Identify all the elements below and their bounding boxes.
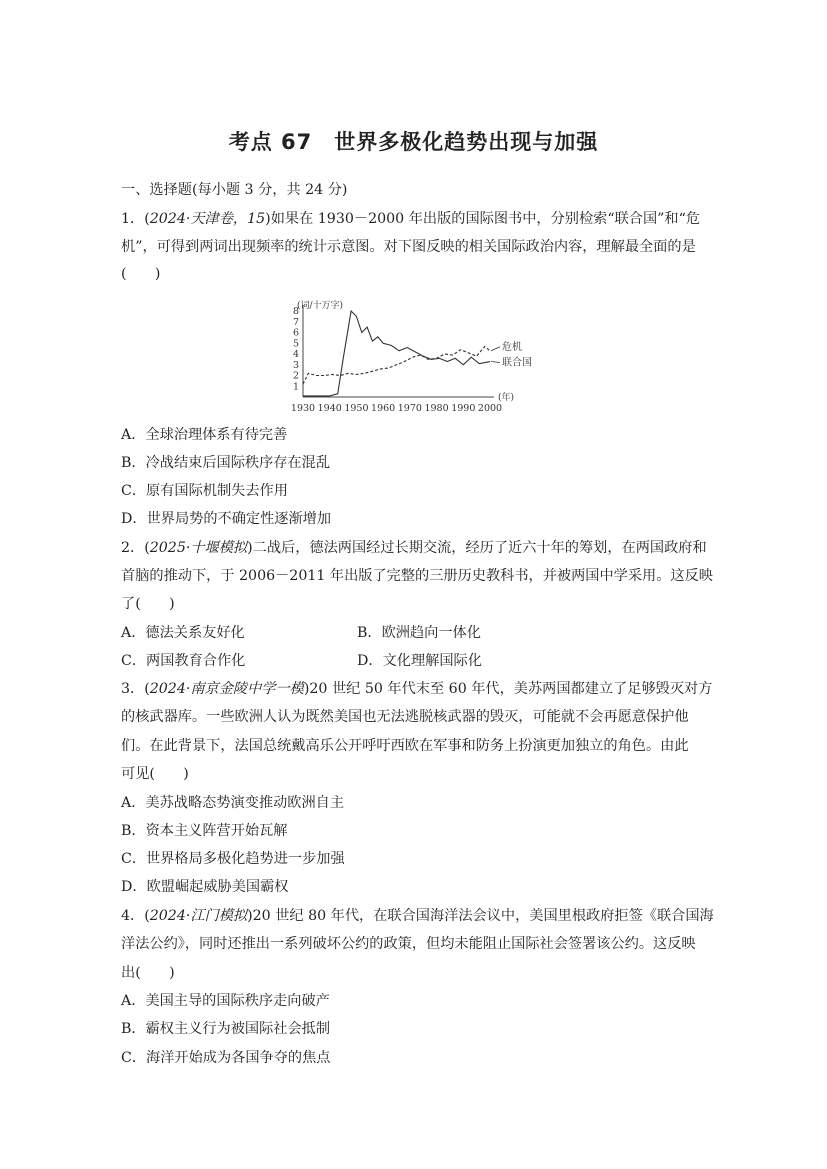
x-tick-label: 1990 <box>451 403 476 414</box>
y-tick-label: 6 <box>293 327 300 339</box>
series-line-1 <box>303 346 490 384</box>
q4-source: 2024·江门模拟 <box>149 908 248 924</box>
q2-text-1: )二战后，德法两国经过长期交流，经历了近六十年的筹划，在两国政府和 <box>247 540 707 556</box>
q3-option-a[interactable]: A．美苏战略态势演变推动欧洲自主 <box>121 795 345 811</box>
q1-source: 2024·天津卷，15 <box>149 211 266 227</box>
q4-line-1 <box>121 906 714 926</box>
q4-option-c[interactable]: C．海洋开始成为各国争夺的焦点 <box>121 1050 331 1066</box>
y-tick-label: 7 <box>293 316 300 328</box>
x-axis-label: (年) <box>498 393 515 403</box>
x-tick-label: 1930 <box>290 403 316 414</box>
y-tick-label: 3 <box>293 359 300 371</box>
q4-number: 4．( <box>121 908 150 924</box>
y-tick-label: 1 <box>293 381 300 393</box>
y-tick-label: 2 <box>293 370 300 382</box>
q3-option-d[interactable]: D．欧盟崛起威胁美国霸权 <box>121 879 289 895</box>
q2-line-3: 了( ) <box>121 596 175 612</box>
x-tick-label: 1980 <box>424 403 449 414</box>
section-heading: 一、选择题(每小题 3 分，共 24 分) <box>121 182 348 198</box>
q1-line-2: 机”，可得到两词出现频率的统计示意图。对下图反映的相关国际政治内容，理解最全面的是 <box>121 239 696 255</box>
q3-line-2: 的核武器库。一些欧洲人认为既然美国也无法逃脱核武器的毁灭，可能就不会再愿意保护他 <box>121 709 689 725</box>
q1-text-1: )如果在 1930－2000 年出版的国际图书中，分别检索“联合国”和“危 <box>265 211 701 227</box>
q3-option-b[interactable]: B．资本主义阵营开始瓦解 <box>121 823 288 839</box>
q3-option-c[interactable]: C．世界格局多极化趋势进一步加强 <box>121 851 345 867</box>
frequency-line-chart <box>286 300 546 416</box>
q4-option-b[interactable]: B．霸权主义行为被国际社会抵制 <box>121 1021 331 1037</box>
q1-option-c[interactable]: C．原有国际机制失去作用 <box>121 483 288 499</box>
y-tick-label: 4 <box>293 349 300 360</box>
q2-source: 2025·十堰模拟 <box>149 540 248 556</box>
q4-option-a[interactable]: A．美国主导的国际秩序走向破产 <box>121 993 330 1009</box>
y-tick-label: 8 <box>293 306 300 317</box>
y-axis-label: (词/十万字) <box>297 301 344 311</box>
q1-line-3: ( ) <box>121 266 161 282</box>
q3-source: 2024·南京金陵中学一模 <box>149 681 304 697</box>
q2-number: 2．( <box>121 540 150 556</box>
q2-option-d[interactable]: D．文化理解国际化 <box>357 653 482 669</box>
x-tick-label: 1940 <box>317 403 342 414</box>
x-tick-label: 1970 <box>397 403 422 414</box>
q1-option-d[interactable]: D．世界局势的不确定性逐渐增加 <box>121 511 332 527</box>
page-title: 考点 67 世界多极化趋势出现与加强 <box>228 130 599 154</box>
y-tick-label: 5 <box>293 338 300 350</box>
q4-line-2: 洋法公约》，同时还推出一系列破坏公约的政策，但均未能阻止国际社会签署该公约。这反映 <box>121 936 696 952</box>
series-label-2: 联合国 <box>502 357 532 369</box>
q3-line-3: 们。在此背景下，法国总统戴高乐公开呼吁西欧在军事和防务上扮演更加独立的角色。由此 <box>121 738 689 754</box>
legend-leader-2 <box>491 362 500 363</box>
q3-text-1: )20 世纪 50 年代末至 60 年代，美苏两国都建立了足够毁灭对方 <box>303 681 713 697</box>
q1-option-b[interactable]: B．冷战结束后国际秩序存在混乱 <box>121 455 331 471</box>
q2-line-2: 首脑的推动下，于 2006－2011 年出版了完整的三册历史教科书，并被两国中学采用。这反映 <box>121 568 713 584</box>
q2-line-1 <box>121 538 707 558</box>
q2-option-b[interactable]: B．欧洲趋向一体化 <box>357 625 481 641</box>
q1-number: 1．( <box>121 211 150 227</box>
x-tick-label: 1960 <box>371 403 396 414</box>
x-tick-label: 2000 <box>477 403 503 414</box>
q1-option-a[interactable]: A．全球治理体系有待完善 <box>121 427 288 443</box>
q4-line-3: 出( ) <box>121 965 175 981</box>
x-tick-label: 1950 <box>344 403 369 414</box>
q3-line-4: 可见( ) <box>121 766 189 782</box>
series-label-1: 危机 <box>502 341 522 353</box>
legend-leader-1 <box>491 347 500 351</box>
q3-line-1 <box>121 679 712 699</box>
series-line-2 <box>303 311 490 396</box>
q2-option-a[interactable]: A．德法关系友好化 <box>121 625 245 641</box>
q2-option-c[interactable]: C．两国教育合作化 <box>121 653 246 669</box>
q1-line-1 <box>121 209 700 229</box>
q4-text-1: )20 世纪 80 年代，在联合国海洋法会议中，美国里根政府拒签《联合国海 <box>247 908 714 924</box>
q3-number: 3．( <box>121 681 150 697</box>
